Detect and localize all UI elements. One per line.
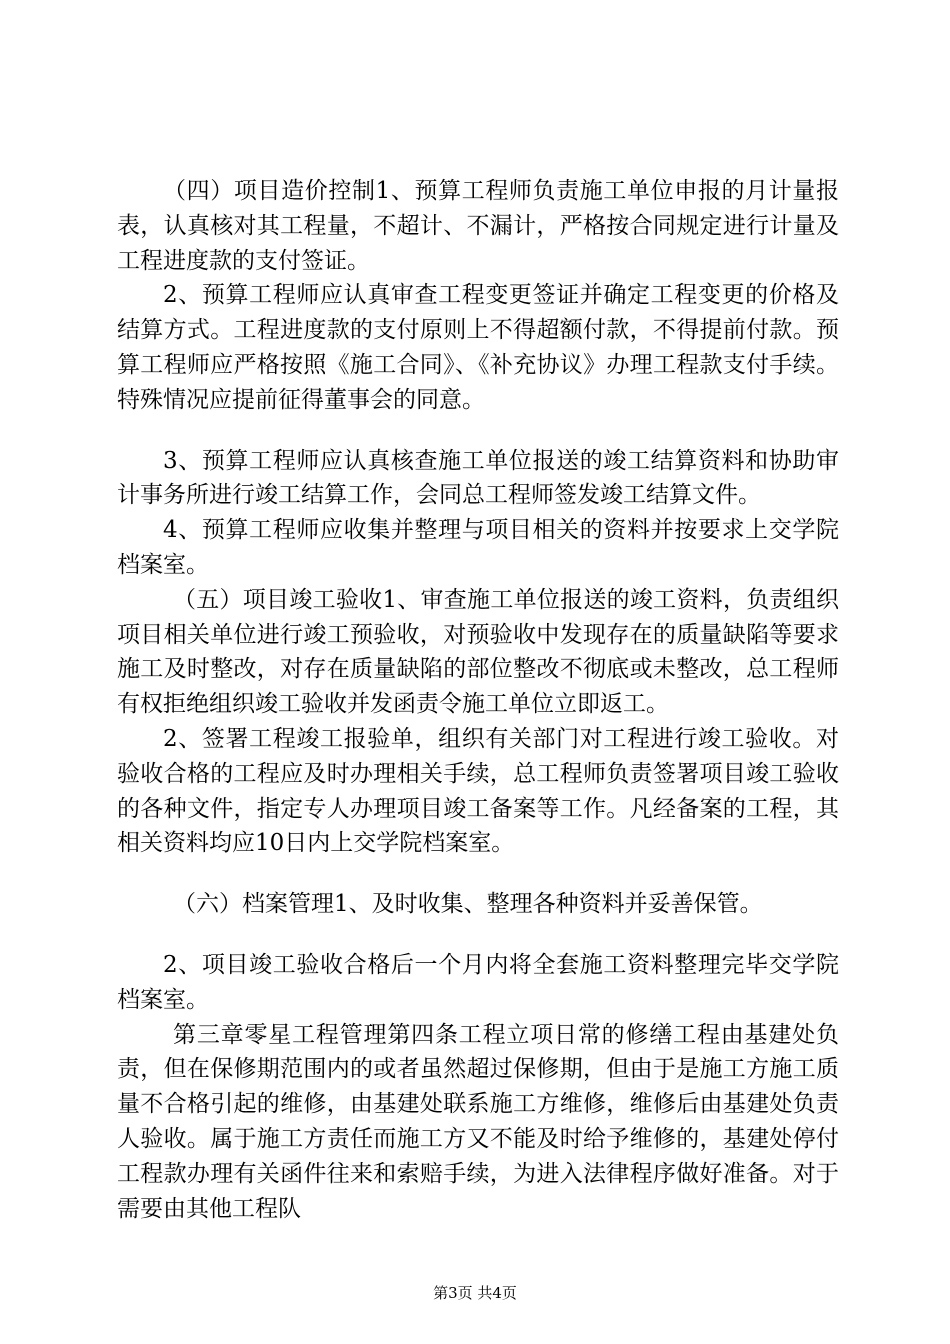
paragraph-gap	[117, 418, 839, 444]
paragraph-gap	[117, 922, 839, 948]
page-number-footer: 第3页 共4页	[433, 1284, 517, 1302]
paragraph-archive-management: （六）档案管理1、及时收集、整理各种资料并妥善保管。	[173, 891, 763, 918]
paragraph-minor-works: 第三章零星工程管理第四条工程立项日常的修缮工程由基建处负责，但在保修期范围内的或者虽然超过保修期，但由于是施工方施工质量不合格引起的维修，由基建处联系施工方维修，维修后由基建处负责人验收。属于施工方责任而施工方又不能及时给予维修的，基建处停付工程款办理有关函件往来和索赔手续，为进入法律程序做好准备。对于需要由其他工程队	[117, 1021, 839, 1222]
paragraph-change-review: 2、预算工程师应认真审查工程变更签证并确定工程变更的价格及结算方式。工程进度款的支付原则上不得超额付款，不得提前付款。预算工程师应严格按照《施工合同》、《补充协议》办理工程款支付手续。特殊情况应提前征得董事会的同意。	[117, 282, 839, 413]
paragraph-settlement-review: 3、预算工程师应认真核查施工单位报送的竣工结算资料和协助审计事务所进行竣工结算工作，会同总工程师签发竣工结算文件。	[117, 447, 839, 509]
paragraph-completion-acceptance: （五）项目竣工验收1、审查施工单位报送的竣工资料，负责组织项目相关单位进行竣工预验收，对预验收中发现存在的质量缺陷等要求施工及时整改，对存在质量缺陷的部位整改不彻底或未整改，总工程师有权拒绝组织竣工验收并发函责令施工单位立即返工。	[117, 586, 839, 718]
paragraph-archive-submission: 4、预算工程师应收集并整理与项目相关的资料并按要求上交学院档案室。	[117, 517, 839, 578]
paragraph-construction-records: 2、项目竣工验收合格后一个月内将全套施工资料整理完毕交学院档案室。	[117, 951, 839, 1013]
paragraph-completion-report: 2、签署工程竣工报验单，组织有关部门对工程进行竣工验收。对验收合格的工程应及时办理相关手续，总工程师负责签署项目竣工验收的各种文件，指定专人办理项目竣工备案等工作。凡经备案的工程，其相关资料均应10日内上交学院档案室。	[117, 725, 839, 857]
paragraph-cost-control: （四）项目造价控制1、预算工程师负责施工单位申报的月计量报表，认真核对其工程量，不超计、不漏计，严格按合同规定进行计量及工程进度款的支付签证。	[117, 178, 839, 274]
document-body	[117, 174, 839, 1226]
paragraph-gap	[117, 861, 839, 887]
